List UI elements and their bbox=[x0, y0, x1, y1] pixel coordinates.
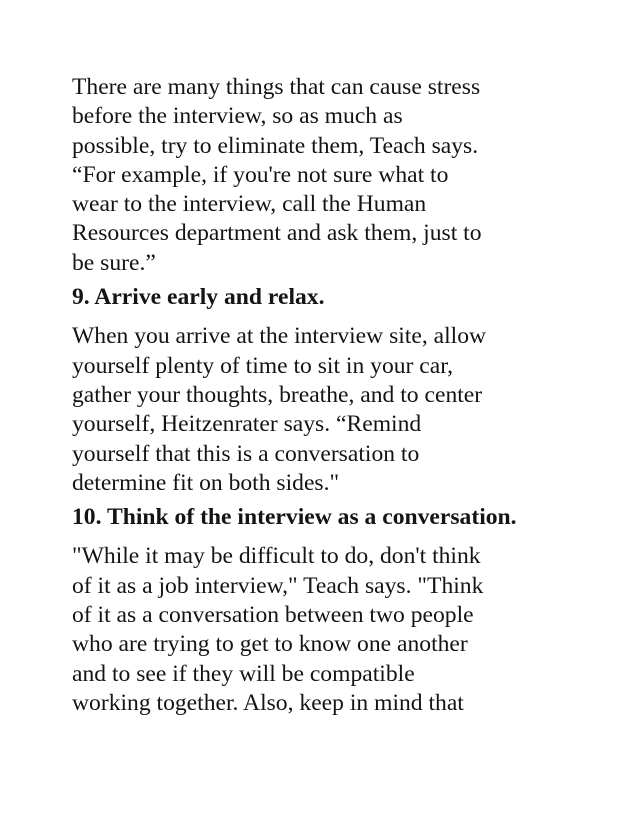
section-heading-10: 10. Think of the interview as a conversation. bbox=[72, 504, 517, 531]
text-line: yourself plenty of time to sit in your car, bbox=[72, 352, 454, 379]
text-line: wear to the interview, call the Human bbox=[72, 191, 427, 218]
document-page bbox=[72, 73, 632, 718]
text-line: before the interview, so as much as bbox=[72, 103, 403, 130]
paragraph-stress bbox=[72, 73, 632, 278]
text-line: "While it may be difficult to do, don't think bbox=[72, 543, 481, 570]
text-line: yourself that this is a conversation to bbox=[72, 440, 420, 467]
text-line: determine fit on both sides." bbox=[72, 469, 340, 496]
text-line: of it as a conversation between two people bbox=[72, 602, 474, 629]
text-line: of it as a job interview," Teach says. "Think bbox=[72, 572, 484, 599]
paragraph-conversation bbox=[72, 542, 632, 718]
text-line: There are many things that can cause stress bbox=[72, 74, 481, 100]
text-line: who are trying to get to know one another bbox=[72, 631, 468, 658]
section-heading-9: 9. Arrive early and relax. bbox=[72, 284, 325, 311]
text-line: and to see if they will be compatible bbox=[72, 660, 415, 687]
text-line: possible, try to eliminate them, Teach says. bbox=[72, 132, 479, 159]
text-line: When you arrive at the interview site, allow bbox=[72, 323, 487, 350]
paragraph-arrive-early bbox=[72, 322, 632, 498]
text-line: yourself, Heitzenrater says. “Remind bbox=[72, 411, 422, 438]
text-line: be sure.” bbox=[72, 249, 156, 276]
text-line: working together. Also, keep in mind that bbox=[72, 689, 464, 716]
text-line: “For example, if you're not sure what to bbox=[72, 161, 449, 188]
text-line: gather your thoughts, breathe, and to center bbox=[72, 381, 483, 408]
text-line: Resources department and ask them, just to bbox=[72, 220, 482, 247]
